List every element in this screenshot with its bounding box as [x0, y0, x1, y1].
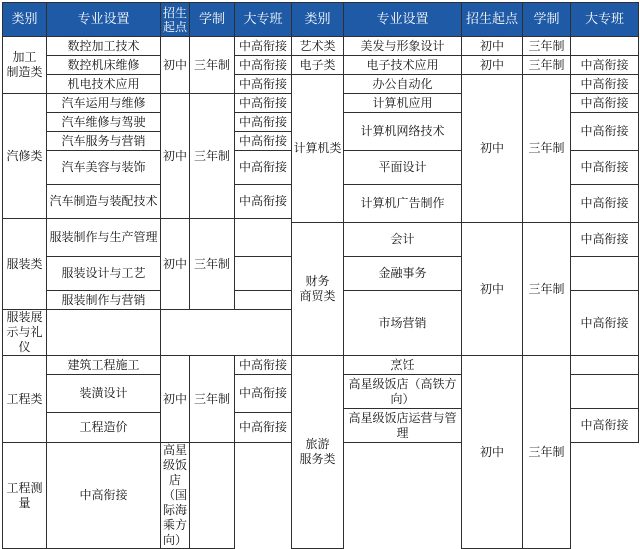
college-cell: 中高衔接 — [235, 75, 292, 94]
college-cell: 中高衔接 — [571, 409, 639, 443]
college-cell: 中高衔接 — [235, 56, 292, 75]
duration-cell: 三年制 — [190, 94, 235, 219]
major-cell: 数控机床维修 — [47, 56, 161, 75]
major-cell: 工程造价 — [47, 413, 161, 443]
college-cell — [47, 310, 161, 356]
header-major-2: 专业设置 — [344, 3, 462, 37]
college-cell: 中高衔接 — [235, 132, 292, 151]
college-cell: 中高衔接 — [571, 94, 639, 113]
category-cell: 服装类 — [3, 219, 47, 310]
college-cell — [571, 37, 639, 56]
major-cell: 服装展示与礼仪 — [3, 310, 47, 356]
duration-cell: 三年制 — [190, 356, 235, 443]
college-cell: 中高衔接 — [235, 375, 292, 413]
category-cell: 电子类 — [292, 56, 344, 75]
major-cell: 汽车运用与维修 — [47, 94, 161, 113]
college-cell: 中高衔接 — [571, 185, 639, 223]
college-cell: 中高衔接 — [571, 113, 639, 151]
major-cell: 计算机广告制作 — [344, 185, 462, 223]
header-category: 类别 — [3, 3, 47, 37]
start-cell: 初中 — [462, 223, 523, 356]
major-cell: 工程测量 — [3, 443, 47, 549]
college-cell: 中高衔接 — [571, 223, 639, 257]
header-category-2: 类别 — [292, 3, 344, 37]
duration-cell: 三年制 — [190, 37, 235, 94]
college-cell — [571, 257, 639, 291]
header-duration: 学制 — [190, 3, 235, 37]
start-cell: 初中 — [161, 37, 190, 94]
major-cell: 计算机应用 — [344, 94, 462, 113]
start-cell: 初中 — [462, 75, 523, 223]
college-cell: 中高衔接 — [571, 75, 639, 94]
start-cell: 初中 — [462, 56, 523, 75]
major-cell: 高星级饭店运营与管理 — [344, 409, 462, 443]
college-cell: 中高衔接 — [571, 151, 639, 185]
major-cell: 电子技术应用 — [344, 56, 462, 75]
college-cell: 中高衔接 — [571, 291, 639, 356]
start-cell: 初中 — [161, 356, 190, 443]
header-start-2: 招生起点 — [462, 3, 523, 37]
college-cell: 中高衔接 — [235, 94, 292, 113]
header-start: 招生 起点 — [161, 3, 190, 37]
start-cell: 初中 — [462, 356, 523, 549]
college-cell — [235, 291, 292, 310]
major-cell: 高星级饭店（国际海乘方向） — [161, 443, 190, 549]
major-cell: 金融事务 — [344, 257, 462, 291]
program-table — [2, 2, 639, 549]
category-cell: 旅游 服务类 — [292, 356, 344, 549]
duration-cell: 三年制 — [523, 75, 571, 223]
major-cell: 市场营销 — [344, 291, 462, 356]
duration-cell: 三年制 — [523, 356, 571, 549]
major-cell: 机电技术应用 — [47, 75, 161, 94]
major-cell: 服装制作与营销 — [47, 291, 161, 310]
college-cell: 中高衔接 — [235, 356, 292, 375]
category-cell: 计算机类 — [292, 75, 344, 223]
category-cell: 财务 商贸类 — [292, 223, 344, 356]
college-cell: 中高衔接 — [235, 151, 292, 185]
college-cell — [235, 257, 292, 291]
major-cell: 高星级饭店（高铁方向） — [344, 375, 462, 409]
major-cell: 计算机网络技术 — [344, 113, 462, 151]
category-cell: 加工 制造类 — [3, 37, 47, 94]
start-cell: 初中 — [161, 94, 190, 219]
major-cell: 汽车制造与装配技术 — [47, 185, 161, 219]
major-cell: 汽车服务与营销 — [47, 132, 161, 151]
college-cell: 中高衔接 — [235, 113, 292, 132]
major-cell: 建筑工程施工 — [47, 356, 161, 375]
category-cell: 工程类 — [3, 356, 47, 443]
college-cell — [571, 356, 639, 375]
major-cell: 办公自动化 — [344, 75, 462, 94]
header-major: 专业设置 — [47, 3, 161, 37]
header-college-2: 大专班 — [571, 3, 639, 37]
category-cell: 汽修类 — [3, 94, 47, 219]
category-cell: 艺术类 — [292, 37, 344, 56]
major-cell: 美发与形象设计 — [344, 37, 462, 56]
duration-cell: 三年制 — [523, 223, 571, 356]
college-cell: 中高衔接 — [571, 56, 639, 75]
major-cell: 服装制作与生产管理 — [47, 219, 161, 257]
start-cell: 初中 — [462, 37, 523, 56]
college-cell: 中高衔接 — [235, 413, 292, 443]
major-cell: 汽车维修与驾驶 — [47, 113, 161, 132]
header-duration-2: 学制 — [523, 3, 571, 37]
major-cell: 装潢设计 — [47, 375, 161, 413]
major-cell: 数控加工技术 — [47, 37, 161, 56]
college-cell: 中高衔接 — [47, 443, 161, 549]
college-cell — [571, 375, 639, 409]
college-cell: 中高衔接 — [235, 185, 292, 219]
duration-cell: 三年制 — [190, 219, 235, 310]
college-cell: 中高衔接 — [235, 37, 292, 56]
major-cell: 服装设计与工艺 — [47, 257, 161, 291]
major-cell: 平面设计 — [344, 151, 462, 185]
college-cell — [190, 443, 235, 549]
duration-cell: 三年制 — [523, 56, 571, 75]
major-cell: 会计 — [344, 223, 462, 257]
college-cell — [235, 219, 292, 257]
header-college: 大专班 — [235, 3, 292, 37]
duration-cell: 三年制 — [523, 37, 571, 56]
start-cell: 初中 — [161, 219, 190, 310]
major-cell: 烹饪 — [344, 356, 462, 375]
major-cell: 汽车美容与装饰 — [47, 151, 161, 185]
